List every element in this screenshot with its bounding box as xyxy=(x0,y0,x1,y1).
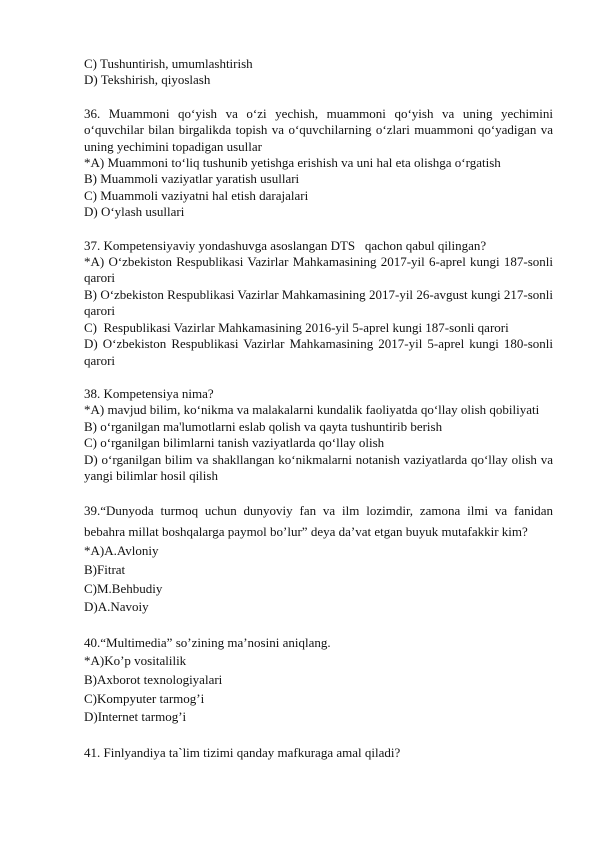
option-d: D)Internet tarmog’i xyxy=(84,709,187,725)
option-d: D)A.Navoiy xyxy=(84,599,149,615)
question-41 xyxy=(84,744,553,763)
option-d: D) Tekshirish, qiyoslash xyxy=(84,72,211,88)
option-c: C) o‘rganilgan bilimlarni tanish vaziyatlarda qo‘llay olish xyxy=(84,435,385,451)
question-39 xyxy=(84,501,553,616)
option-a: *A)A.Avloniy xyxy=(84,543,159,559)
option-c: C)Kompyuter tarmog’i xyxy=(84,690,205,706)
question-37 xyxy=(84,238,553,369)
question-38 xyxy=(84,386,553,484)
question-40 xyxy=(84,634,553,727)
option-a: *A) Muammoni to‘liq tushunib yetishga erishish va uni hal eta olishga o‘rgatish xyxy=(84,155,501,171)
question-36 xyxy=(84,106,553,221)
option-c: C) Respublikasi Vazirlar Mahkamasining 2016-yil 5-aprel kungi 187-sonli qarori xyxy=(84,319,509,335)
option-c: C)M.Behbudiy xyxy=(84,580,163,596)
question-text: 38. Kompetensiya nima? xyxy=(84,385,214,401)
option-a: *A) mavjud bilim, ko‘nikma va malakalarni kundalik faoliyatda qo‘llay olish qobiliyati xyxy=(84,402,540,418)
option-c: C) Muammoli vaziyatni hal etish darajalari xyxy=(84,187,309,203)
question-text: 41. Finlyandiya ta`lim tizimi qanday mafkuraga amal qiladi? xyxy=(84,744,401,760)
option-d: D) O‘zbekiston Respublikasi Vazirlar Mahkamasining 2017-yil 5-aprel kungi 180-sonli qarori xyxy=(84,336,553,368)
question-text: 40.“Multimedia” so’zining ma’nosini aniqlang. xyxy=(84,634,331,650)
option-c: C) Tushuntirish, umumlashtirish xyxy=(84,56,253,71)
option-b: B)Axborot texnologiyalari xyxy=(84,671,223,687)
option-b: B) Muammoli vaziyatlar yaratish usullari xyxy=(84,171,300,187)
option-b: B) o‘rganilgan ma'lumotlarni eslab qolish va qayta tushuntirib berish xyxy=(84,418,443,434)
option-a: *A)Ko’p vositalilik xyxy=(84,653,187,669)
option-b: B) O‘zbekiston Respublikasi Vazirlar Mahkamasining 2017-yil 26-avgust kungi 217-sonli qarori xyxy=(84,286,553,319)
option-d: D) O‘ylash usullari xyxy=(84,204,185,220)
option-b: B)Fitrat xyxy=(84,561,126,577)
option-a: *A) O‘zbekiston Respublikasi Vazirlar Mahkamasining 2017-yil 6-aprel kungi 187-sonli qarori xyxy=(84,254,553,286)
question-text: 39.“Dunyoda turmoq uchun dunyoviy fan va ilm lozimdir, zamona ilmi va fanidan bebahra millat boshqalarga paymol bo’lur” deya da’vat etgan buyuk mutafakkir kim? xyxy=(84,503,553,539)
question-text: 36. Muammoni qo‘yish va o‘zi yechish, muammoni qo‘yish va uning yechimini o‘quvchilar bilan birgalikda topish va o‘quvchilarning o‘zlari muammoni qo‘yadigan va uning yechimini topadigan usullar xyxy=(84,105,553,154)
previous-question-options xyxy=(84,56,553,89)
option-d: D) o‘rganilgan bilim va shakllangan ko‘nikmalarni notanish vaziyatlarda qo‘llay olish va yangi bilimlar hosil qilish xyxy=(84,451,553,483)
document-content xyxy=(84,56,553,762)
question-text: 37. Kompetensiyaviy yondashuvga asoslangan DTS qachon qabul qilingan? xyxy=(84,237,487,253)
